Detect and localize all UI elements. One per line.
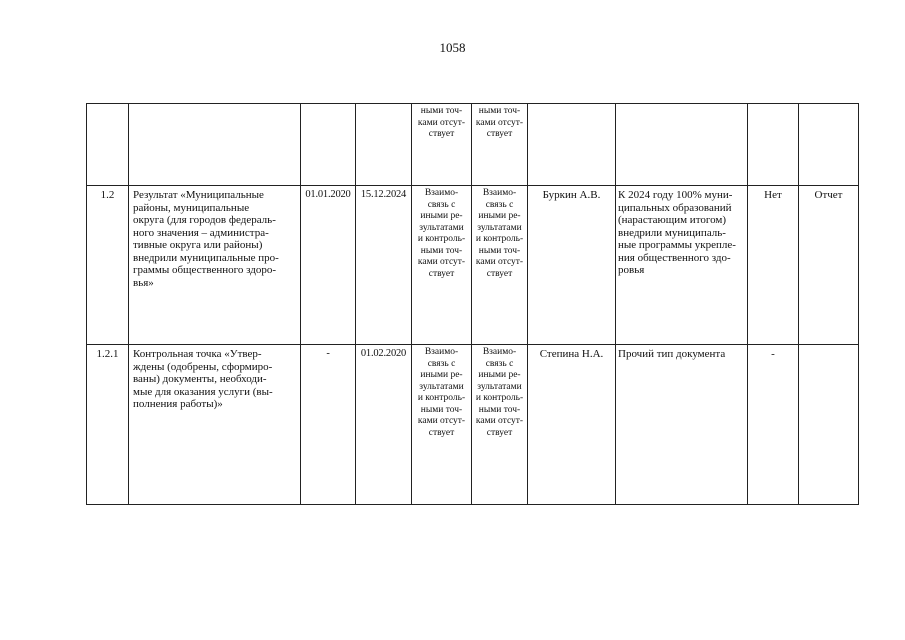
cell-line: ствует xyxy=(486,427,513,438)
cell-line: (нарастающим итогом) xyxy=(618,214,727,226)
cell-line: Взаимо- xyxy=(424,188,459,198)
link-cell-1 xyxy=(412,104,472,186)
flag-cell xyxy=(748,186,799,345)
description-cell xyxy=(616,104,748,186)
cell-line: зультатами xyxy=(477,222,522,233)
start-date-cell xyxy=(301,104,356,186)
cell-text: - xyxy=(326,348,330,359)
cell-line: округа (для городов федераль- xyxy=(133,214,276,226)
row-number-cell xyxy=(87,104,129,186)
cell-line: ками отсут- xyxy=(475,416,524,426)
cell-text: 1.2 xyxy=(100,189,115,201)
row-number-cell xyxy=(87,345,129,505)
cell-line: иными ре- xyxy=(478,370,521,380)
cell-line: связь с xyxy=(427,199,456,210)
cell-line: тивные округа или районы) xyxy=(133,239,263,251)
cell-line: ствует xyxy=(428,268,455,279)
responsible-cell xyxy=(528,104,616,186)
description-cell xyxy=(616,345,748,505)
cell-line: иными ре- xyxy=(420,211,463,221)
cell-line: ными точ- xyxy=(478,106,521,116)
cell-line: ками отсут- xyxy=(417,117,466,128)
cell-line: ждены (одобрены, сформиро- xyxy=(133,360,273,373)
link-cell-2 xyxy=(472,345,528,505)
document-cell xyxy=(799,345,859,505)
cell-text: Нет xyxy=(764,189,782,201)
cell-line: и контроль- xyxy=(417,393,466,403)
end-date-cell xyxy=(356,186,412,345)
row-number-cell xyxy=(87,186,129,345)
table-row xyxy=(87,345,859,505)
cell-line: вья» xyxy=(133,276,154,289)
cell-line: связь с xyxy=(485,358,514,369)
cell-line: внедрили муниципальные про- xyxy=(133,251,279,264)
cell-line: ные программы укрепле- xyxy=(618,239,736,251)
responsible-cell xyxy=(528,186,616,345)
cell-line: ными точ- xyxy=(420,106,463,116)
link-cell-2 xyxy=(472,186,528,345)
cell-line: ными точ- xyxy=(420,245,463,256)
cell-line: Взаимо- xyxy=(424,347,459,357)
cell-text: Буркин А.В. xyxy=(542,189,601,201)
cell-line: иными ре- xyxy=(420,370,463,380)
cell-line: ваны) документы, необходи- xyxy=(133,373,267,385)
page-number: 1058 xyxy=(439,40,466,55)
cell-line: Контрольная точка «Утвер- xyxy=(133,348,262,360)
cell-line: ками отсут- xyxy=(417,416,466,426)
cell-line: Прочий тип документа xyxy=(618,348,726,360)
cell-line: и контроль- xyxy=(475,393,524,403)
row-name-cell xyxy=(129,345,301,505)
cell-text: - xyxy=(771,348,775,360)
link-cell-1 xyxy=(412,186,472,345)
end-date-cell xyxy=(356,104,412,186)
document-cell xyxy=(799,104,859,186)
document-cell xyxy=(799,186,859,345)
cell-line: граммы общественного здоро- xyxy=(133,264,277,276)
start-date-cell xyxy=(301,186,356,345)
cell-line: зультатами xyxy=(477,381,522,392)
cell-text: 01.02.2020 xyxy=(360,348,407,359)
responsible-cell xyxy=(528,345,616,505)
cell-line: и контроль- xyxy=(417,234,466,244)
cell-text: 1.2.1 xyxy=(96,348,119,360)
link-cell-1 xyxy=(412,345,472,505)
flag-cell xyxy=(748,345,799,505)
start-date-cell xyxy=(301,345,356,505)
cell-text: 15.12.2024 xyxy=(360,189,407,200)
description-cell xyxy=(616,186,748,345)
cell-line: районы, муниципальные xyxy=(133,201,250,214)
cell-line: и контроль- xyxy=(475,234,524,244)
cell-line: ками отсут- xyxy=(417,257,466,267)
cell-line: ствует xyxy=(486,129,513,139)
cell-line: ными точ- xyxy=(478,245,521,256)
cell-line: зультатами xyxy=(419,222,464,233)
row-name-cell xyxy=(129,186,301,345)
table-row xyxy=(87,186,859,345)
cell-text: Отчет xyxy=(814,189,843,201)
cell-line: ными точ- xyxy=(420,404,463,415)
cell-line: полнения работы)» xyxy=(133,398,223,410)
cell-text: Степина Н.А. xyxy=(539,348,604,360)
plan-table xyxy=(86,103,859,505)
cell-line: иными ре- xyxy=(478,211,521,221)
cell-line: ными точ- xyxy=(478,404,521,415)
cell-line: связь с xyxy=(427,358,456,369)
cell-text: 01.01.2020 xyxy=(305,189,351,200)
cell-line: ровья xyxy=(618,264,645,276)
cell-line: ствует xyxy=(428,129,455,139)
cell-line: зультатами xyxy=(419,381,464,392)
cell-line: внедрили муниципаль- xyxy=(618,226,726,239)
cell-line: ками отсут- xyxy=(475,257,524,267)
cell-line: связь с xyxy=(485,199,514,210)
table-row xyxy=(87,104,859,186)
cell-line: Взаимо- xyxy=(482,347,517,357)
cell-line: Взаимо- xyxy=(482,188,517,198)
cell-line: ствует xyxy=(428,427,455,438)
cell-line: ного значения – администра- xyxy=(133,226,269,239)
end-date-cell xyxy=(356,345,412,505)
cell-line: ципальных образований xyxy=(618,201,732,214)
cell-line: мые для оказания услуги (вы- xyxy=(133,385,273,398)
cell-line: К 2024 году 100% муни- xyxy=(618,189,733,201)
row-name-cell xyxy=(129,104,301,186)
link-cell-2 xyxy=(472,104,528,186)
cell-line: ками отсут- xyxy=(475,117,524,128)
cell-line: ния общественного здо- xyxy=(618,251,731,264)
cell-line: Результат «Муниципальные xyxy=(133,189,264,201)
cell-line: ствует xyxy=(486,268,513,279)
flag-cell xyxy=(748,104,799,186)
